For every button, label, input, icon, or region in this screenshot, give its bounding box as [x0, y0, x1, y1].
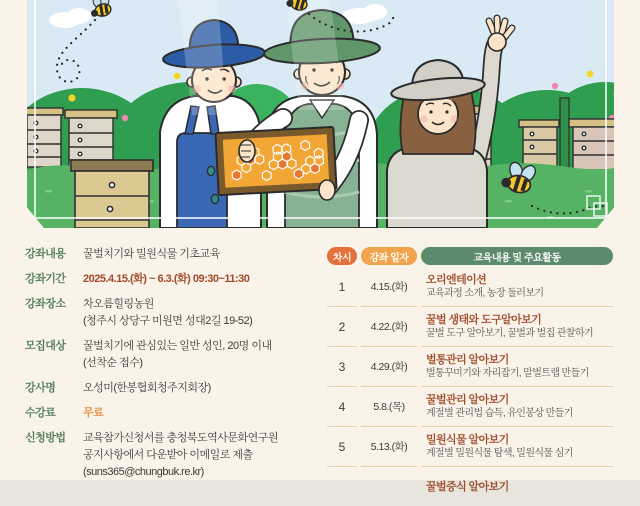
info-value: 오성미(한봉협회청주지회장): [83, 380, 211, 397]
hand: [319, 180, 335, 200]
info-label: 강좌장소: [25, 296, 83, 330]
info-row-instructor: [25, 380, 320, 397]
schedule-row: 꿀벌증식 알아보기: [327, 467, 613, 506]
info-label: 모집대상: [25, 338, 83, 372]
schedule-header: [327, 247, 613, 265]
info-row-target: [25, 338, 320, 372]
schedule-row: 3 4.29.(화) 벌통관리 알아보기 벌통꾸미기와 자리잡기, 말벌트랩 만들기: [327, 347, 613, 386]
row-separator: [327, 386, 613, 387]
info-label: 강좌내용: [25, 246, 83, 263]
info-value: 교육참가신청서를 충청북도역사문화연구원 공지사항에서 다운받아 이메일로 제출 (suns365@chungbuk.re.kr): [83, 430, 278, 481]
row-separator: [327, 306, 613, 307]
info-row-period: [25, 271, 320, 288]
schedule-row: 4 5.8.(목) 꿀벌관리 알아보기 계절별 관리법 습득, 유인봉상 만들기: [327, 387, 613, 426]
info-row-fee: [25, 405, 320, 422]
info-row-location: [25, 296, 320, 330]
info-value: 차오름힐링농원 (청주시 상당구 미원면 성대2길 19-52): [83, 296, 252, 330]
honeycomb-frame-icon: [215, 127, 336, 195]
info-value: 꿀벌치기와 밀원식물 기초교육: [83, 246, 220, 263]
header-content: 교육내용 및 주요활동: [421, 247, 613, 265]
row-separator: [327, 426, 613, 427]
fence-post: [560, 98, 569, 168]
header-session: 차시: [327, 247, 357, 265]
info-value: 꿀벌치기에 관심있는 일반 성인, 20명 이내 (선착순 접수): [83, 338, 272, 372]
beehive-icon: [27, 108, 63, 167]
header-date: 강좌 일자: [361, 247, 417, 265]
info-value-period: 2025.4.15.(화) ~ 6.3.(화) 09:30~11:30: [83, 271, 249, 288]
info-label: 신청방법: [25, 430, 83, 481]
info-row-apply: [25, 430, 320, 481]
row-separator: [327, 346, 613, 347]
schedule-row: 5 5.13.(화) 밀원식물 알아보기 계절별 밀원식물 탐색, 밀원식물 심기: [327, 427, 613, 466]
beehive-icon: [519, 120, 559, 168]
schedule-row: 2 4.22.(화) 꿀벌 생태와 도구알아보기 꿀벌 도구 알아보기, 꿀벌과 벌집 관찰하기: [327, 307, 613, 346]
info-label: 강사명: [25, 380, 83, 397]
info-label: 수강료: [25, 405, 83, 422]
info-label: 강좌기간: [25, 271, 83, 288]
row-separator: [327, 466, 613, 467]
schedule-table: [327, 247, 613, 506]
course-info-list: [25, 246, 320, 489]
info-value-fee: 무료: [83, 405, 103, 422]
info-row-content: [25, 246, 320, 263]
farm-illustration: [27, 0, 614, 228]
apply-email: (suns365@chungbuk.re.kr): [83, 464, 278, 481]
schedule-row: 1 4.15.(화) 오리엔테이션 교육과정 소개, 농장 둘러보기: [327, 267, 613, 306]
beehive-icon: [569, 119, 614, 170]
